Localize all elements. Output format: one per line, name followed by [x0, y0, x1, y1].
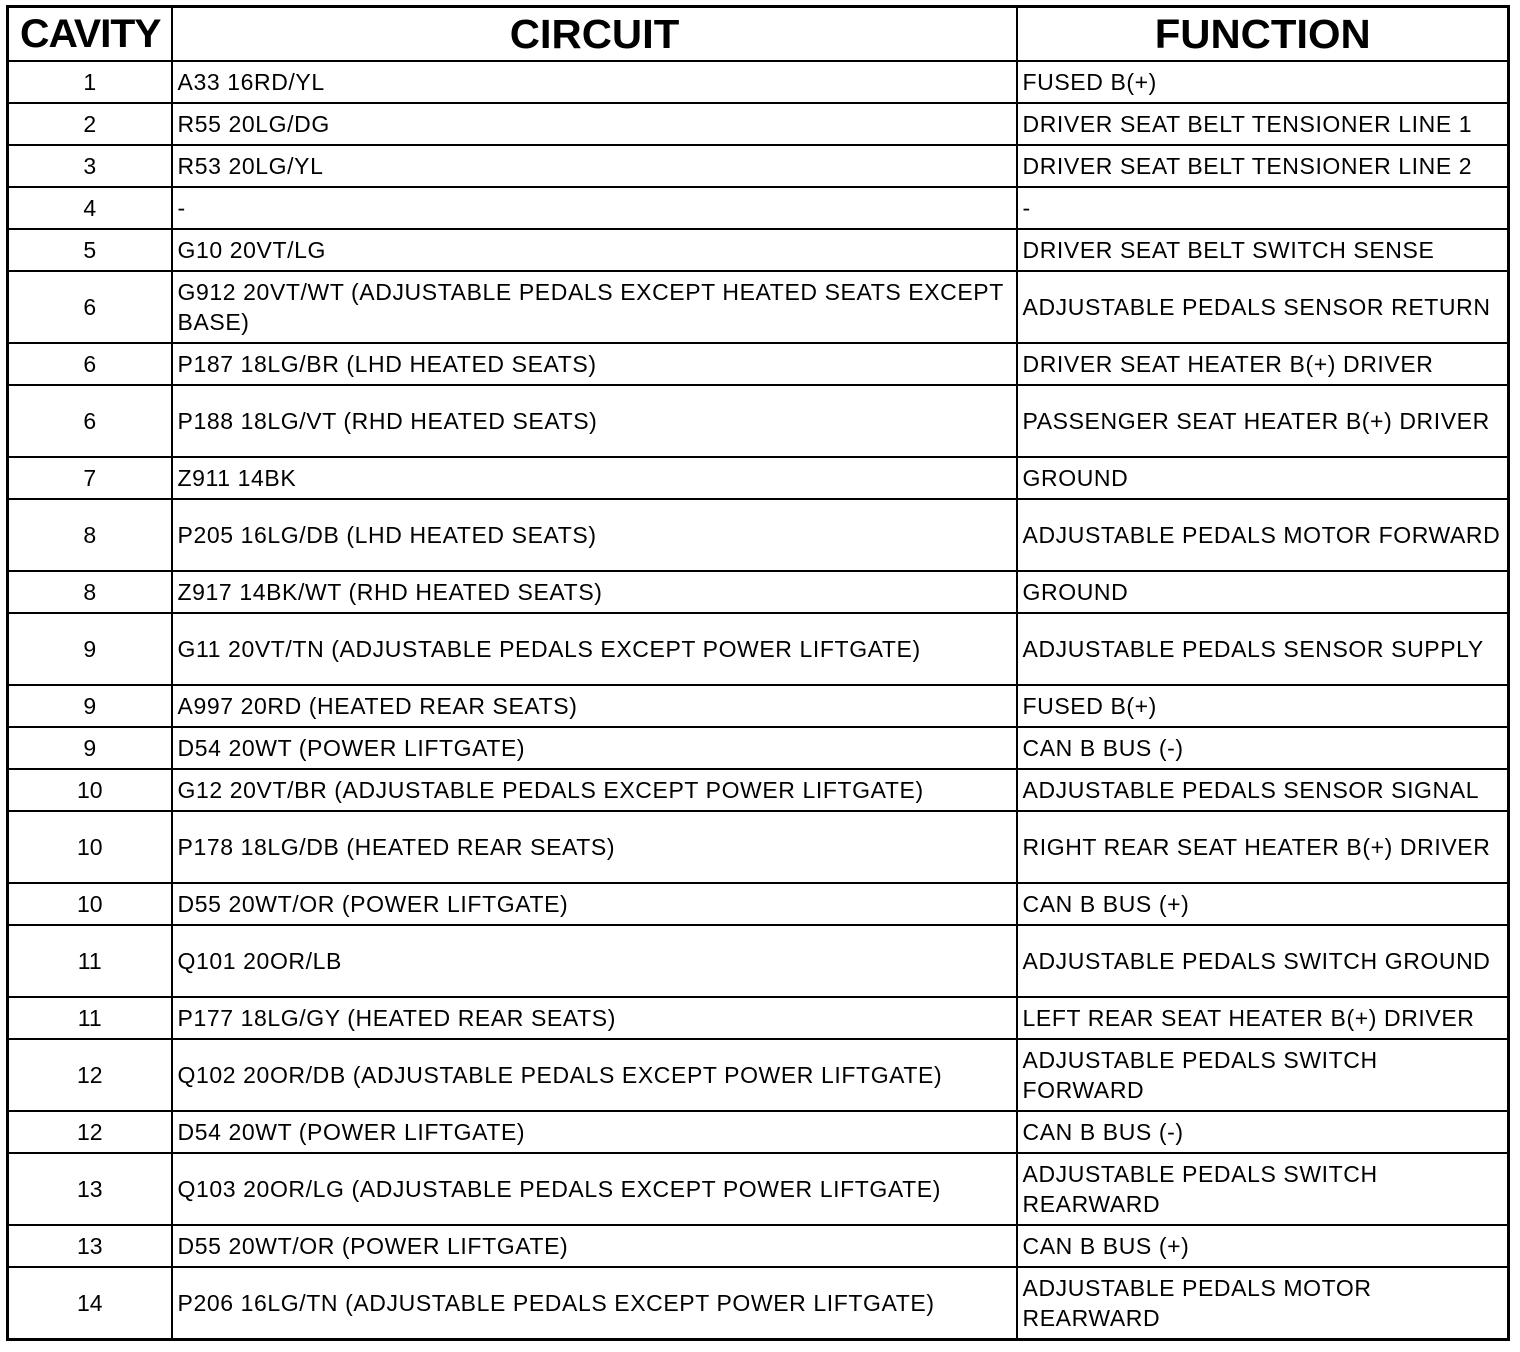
function-cell: DRIVER SEAT HEATER B(+) DRIVER	[1017, 343, 1509, 385]
circuit-cell: G10 20VT/LG	[172, 229, 1017, 271]
function-cell: DRIVER SEAT BELT TENSIONER LINE 1	[1017, 103, 1509, 145]
circuit-cell: D55 20WT/OR (POWER LIFTGATE)	[172, 1225, 1017, 1267]
cavity-cell: 7	[8, 457, 172, 499]
circuit-cell: Q103 20OR/LG (ADJUSTABLE PEDALS EXCEPT POWER LIFTGATE)	[172, 1153, 1017, 1225]
cavity-cell: 13	[8, 1153, 172, 1225]
function-cell: ADJUSTABLE PEDALS MOTOR REARWARD	[1017, 1267, 1509, 1340]
circuit-cell: R55 20LG/DG	[172, 103, 1017, 145]
circuit-cell: P177 18LG/GY (HEATED REAR SEATS)	[172, 997, 1017, 1039]
cavity-cell: 10	[8, 883, 172, 925]
circuit-cell: D55 20WT/OR (POWER LIFTGATE)	[172, 883, 1017, 925]
cavity-cell: 5	[8, 229, 172, 271]
cavity-cell: 10	[8, 769, 172, 811]
table-row	[8, 457, 1509, 499]
function-cell: DRIVER SEAT BELT SWITCH SENSE	[1017, 229, 1509, 271]
cavity-cell: 3	[8, 145, 172, 187]
function-cell: ADJUSTABLE PEDALS SENSOR RETURN	[1017, 271, 1509, 343]
column-header-function: FUNCTION	[1012, 7, 1514, 62]
table-row	[8, 145, 1509, 187]
function-cell: CAN B BUS (-)	[1017, 727, 1509, 769]
function-cell: RIGHT REAR SEAT HEATER B(+) DRIVER	[1017, 811, 1509, 883]
cavity-cell: 13	[8, 1225, 172, 1267]
cavity-cell: 4	[8, 187, 172, 229]
circuit-cell: Q102 20OR/DB (ADJUSTABLE PEDALS EXCEPT POWER LIFTGATE)	[172, 1039, 1017, 1111]
function-cell: GROUND	[1017, 571, 1509, 613]
cavity-cell: 6	[8, 385, 172, 457]
table-row	[8, 997, 1509, 1039]
cavity-cell: 6	[8, 271, 172, 343]
cavity-cell: 8	[8, 571, 172, 613]
circuit-cell: Z917 14BK/WT (RHD HEATED SEATS)	[172, 571, 1017, 613]
cavity-cell: 14	[8, 1267, 172, 1340]
function-cell: ADJUSTABLE PEDALS SWITCH FORWARD	[1017, 1039, 1509, 1111]
function-cell: ADJUSTABLE PEDALS SENSOR SIGNAL	[1017, 769, 1509, 811]
cavity-cell: 12	[8, 1039, 172, 1111]
table-row	[8, 571, 1509, 613]
function-cell: ADJUSTABLE PEDALS SWITCH GROUND	[1017, 925, 1509, 997]
circuit-cell: Z911 14BK	[172, 457, 1017, 499]
function-cell: CAN B BUS (-)	[1017, 1111, 1509, 1153]
cavity-cell: 6	[8, 343, 172, 385]
function-cell: DRIVER SEAT BELT TENSIONER LINE 2	[1017, 145, 1509, 187]
table-row	[8, 685, 1509, 727]
table-row	[8, 1111, 1509, 1153]
circuit-cell: G11 20VT/TN (ADJUSTABLE PEDALS EXCEPT POWER LIFTGATE)	[172, 613, 1017, 685]
circuit-cell: P188 18LG/VT (RHD HEATED SEATS)	[172, 385, 1017, 457]
table-row	[8, 343, 1509, 385]
cavity-cell: 11	[8, 925, 172, 997]
table-row	[8, 769, 1509, 811]
circuit-cell: P206 16LG/TN (ADJUSTABLE PEDALS EXCEPT POWER LIFTGATE)	[172, 1267, 1017, 1340]
function-cell: -	[1017, 187, 1509, 229]
table-row	[8, 187, 1509, 229]
cavity-cell: 10	[8, 811, 172, 883]
circuit-cell: A33 16RD/YL	[172, 61, 1017, 103]
function-cell: PASSENGER SEAT HEATER B(+) DRIVER	[1017, 385, 1509, 457]
table-row	[8, 1153, 1509, 1225]
function-cell: ADJUSTABLE PEDALS SENSOR SUPPLY	[1017, 613, 1509, 685]
table-row	[8, 271, 1509, 343]
table-row	[8, 811, 1509, 883]
cavity-cell: 2	[8, 103, 172, 145]
table-row	[8, 385, 1509, 457]
function-cell: LEFT REAR SEAT HEATER B(+) DRIVER	[1017, 997, 1509, 1039]
table-row	[8, 103, 1509, 145]
function-cell: FUSED B(+)	[1017, 685, 1509, 727]
cavity-cell: 9	[8, 685, 172, 727]
circuit-cell: G12 20VT/BR (ADJUSTABLE PEDALS EXCEPT POWER LIFTGATE)	[172, 769, 1017, 811]
cavity-cell: 1	[8, 61, 172, 103]
table-row	[8, 1267, 1509, 1340]
table-row	[8, 613, 1509, 685]
circuit-cell: P187 18LG/BR (LHD HEATED SEATS)	[172, 343, 1017, 385]
circuit-cell: A997 20RD (HEATED REAR SEATS)	[172, 685, 1017, 727]
circuit-cell: R53 20LG/YL	[172, 145, 1017, 187]
function-cell: ADJUSTABLE PEDALS SWITCH REARWARD	[1017, 1153, 1509, 1225]
cavity-cell: 9	[8, 727, 172, 769]
circuit-cell: -	[172, 187, 1017, 229]
function-cell: GROUND	[1017, 457, 1509, 499]
table-row	[8, 727, 1509, 769]
circuit-cell: D54 20WT (POWER LIFTGATE)	[172, 1111, 1017, 1153]
circuit-cell: P178 18LG/DB (HEATED REAR SEATS)	[172, 811, 1017, 883]
circuit-cell: Q101 20OR/LB	[172, 925, 1017, 997]
column-header-circuit: CIRCUIT	[163, 7, 1025, 62]
table-row	[8, 1225, 1509, 1267]
table-row	[8, 61, 1509, 103]
cavity-cell: 8	[8, 499, 172, 571]
circuit-cell: G912 20VT/WT (ADJUSTABLE PEDALS EXCEPT HEATED SEATS EXCEPT BASE)	[172, 271, 1017, 343]
column-header-cavity: CAVITY	[6, 7, 173, 62]
connector-pinout-table	[6, 5, 1510, 1341]
table-header-row	[8, 7, 1509, 62]
cavity-cell: 11	[8, 997, 172, 1039]
cavity-cell: 12	[8, 1111, 172, 1153]
table-row	[8, 229, 1509, 271]
cavity-cell: 9	[8, 613, 172, 685]
function-cell: FUSED B(+)	[1017, 61, 1509, 103]
function-cell: ADJUSTABLE PEDALS MOTOR FORWARD	[1017, 499, 1509, 571]
table-row	[8, 1039, 1509, 1111]
table-row	[8, 883, 1509, 925]
table-row	[8, 925, 1509, 997]
table-row	[8, 499, 1509, 571]
function-cell: CAN B BUS (+)	[1017, 1225, 1509, 1267]
function-cell: CAN B BUS (+)	[1017, 883, 1509, 925]
circuit-cell: P205 16LG/DB (LHD HEATED SEATS)	[172, 499, 1017, 571]
circuit-cell: D54 20WT (POWER LIFTGATE)	[172, 727, 1017, 769]
